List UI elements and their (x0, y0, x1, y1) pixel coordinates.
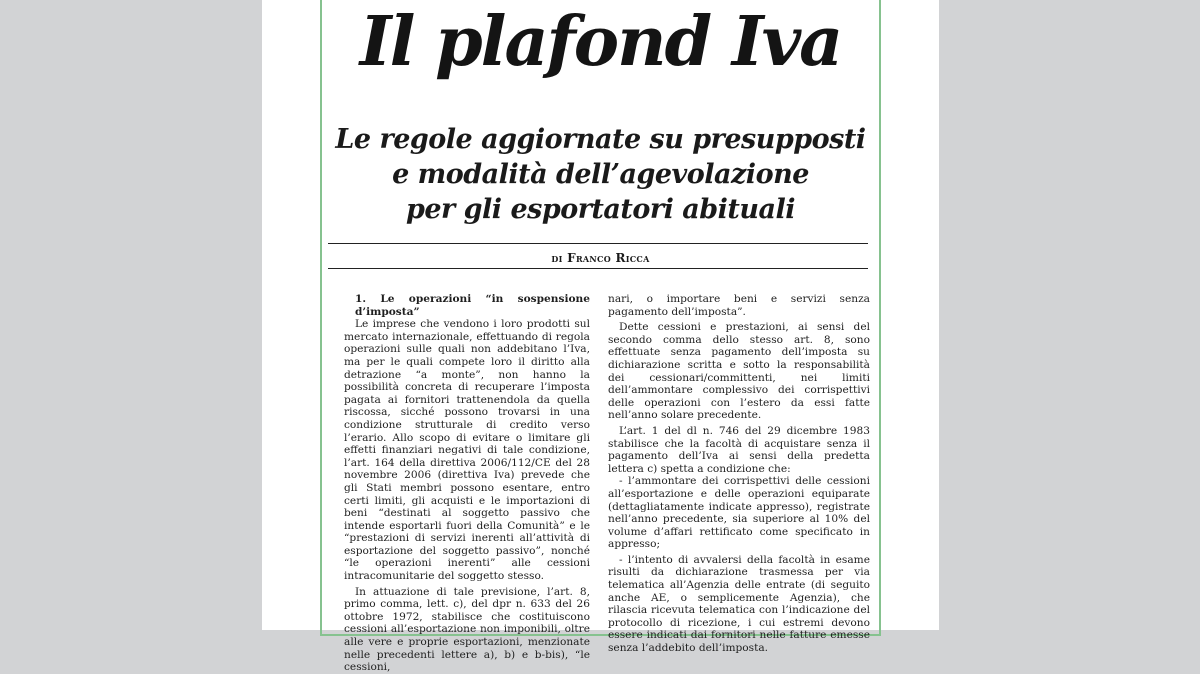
text-column-right (608, 293, 870, 655)
subtitle-line: per gli esportatori abituali (405, 194, 796, 225)
magazine-page (262, 0, 939, 674)
text-column-left (344, 293, 590, 674)
body-paragraph: In attuazione di tale previsione, l’art. 8, primo comma, lett. c), del dpr n. 633 del 26 ottobre 1972, stabilisce che costituiscono cessioni all’esportazione non imponibili, oltre alle vere e proprie esportazioni, menzionate nelle precedenti lettere a), b) e b-bis), “le cessioni, (344, 585, 590, 674)
list-item: - l’intento di avvalersi della facoltà in esame risulti da dichiarazione trasmessa per via telematica all’Agenzia delle entrate (di seguito anche AE, o semplicemente Agenzia), che rilascia ricevuta telematica con l’indicazione del protocollo di ricezione, i cui estremi devono essere indicati dai fornitori nelle fatture emesse senza l’addebito dell’imposta. (608, 553, 870, 655)
body-paragraph: L’art. 1 del dl n. 746 del 29 dicembre 1983 stabilisce che la facoltà di acquistare senza il pagamento dell’Iva ai sensi della predetta lettera c) spetta a condizione che: (608, 424, 870, 475)
author-byline: di Franco Ricca (551, 251, 650, 265)
section-heading: 1. Le operazioni “in sospensione d’imposta” (355, 293, 590, 318)
article-title: Il plafond Iva (359, 2, 842, 82)
byline-rule-top (328, 243, 868, 244)
body-paragraph: nari, o importare beni e servizi senza pagamento dell’imposta”. (608, 293, 870, 318)
body-paragraph: Le imprese che vendono i loro prodotti sul mercato internazionale, effettuando di regola operazioni sulle quali non addebitano l’Iva, ma per le quali compete loro il diritto alla detrazione “a monte”, non hanno la possibilità concreta di recuperare l’imposta pagata ai fornitori trattenendola da quella riscossa, sicché possono trovarsi in una condizione strutturale di credito verso l’erario. Allo scopo di evitare o limitare gli effetti finanziari negativi di tale condizione, l’art. 164 della direttiva 2006/112/CE del 28 novembre 2006 (direttiva Iva) prevede che gli Stati membri possono esentare, entro certi limiti, gli acquisti e le importazioni di beni “destinati al soggetto passivo che intende esportarli fuori della Comunità” e le “prestazioni di servizi inerenti all’attività di esportazione del soggetto passivo”, nonché “le operazioni inerenti” alle cessioni intracomunitarie del soggetto stesso. (344, 318, 590, 583)
byline-rule-bottom (328, 268, 868, 269)
article-subtitle (262, 122, 939, 227)
body-paragraph: Dette cessioni e prestazioni, ai sensi del secondo comma dello stesso art. 8, sono effettuate senza pagamento dell’imposta su dichiarazione scritta e sotto la responsabilità dei cessionari/committenti, nei limiti dell’ammontare complessivo dei corrispettivi delle operazioni con l’estero da essi fatte nell’anno solare precedente. (608, 321, 870, 422)
subtitle-line: Le regole aggiornate su presupposti (335, 124, 866, 155)
list-item: - l’ammontare dei corrispettivi delle cessioni all’esportazione e delle operazioni equiparate (dettagliatamente indicate appresso), registrate nell’anno precedente, sia superiore al 10% del volume d’affari rettificato come specificato in appresso; (608, 475, 870, 551)
subtitle-line: e modalità dell’agevolazione (392, 159, 809, 190)
